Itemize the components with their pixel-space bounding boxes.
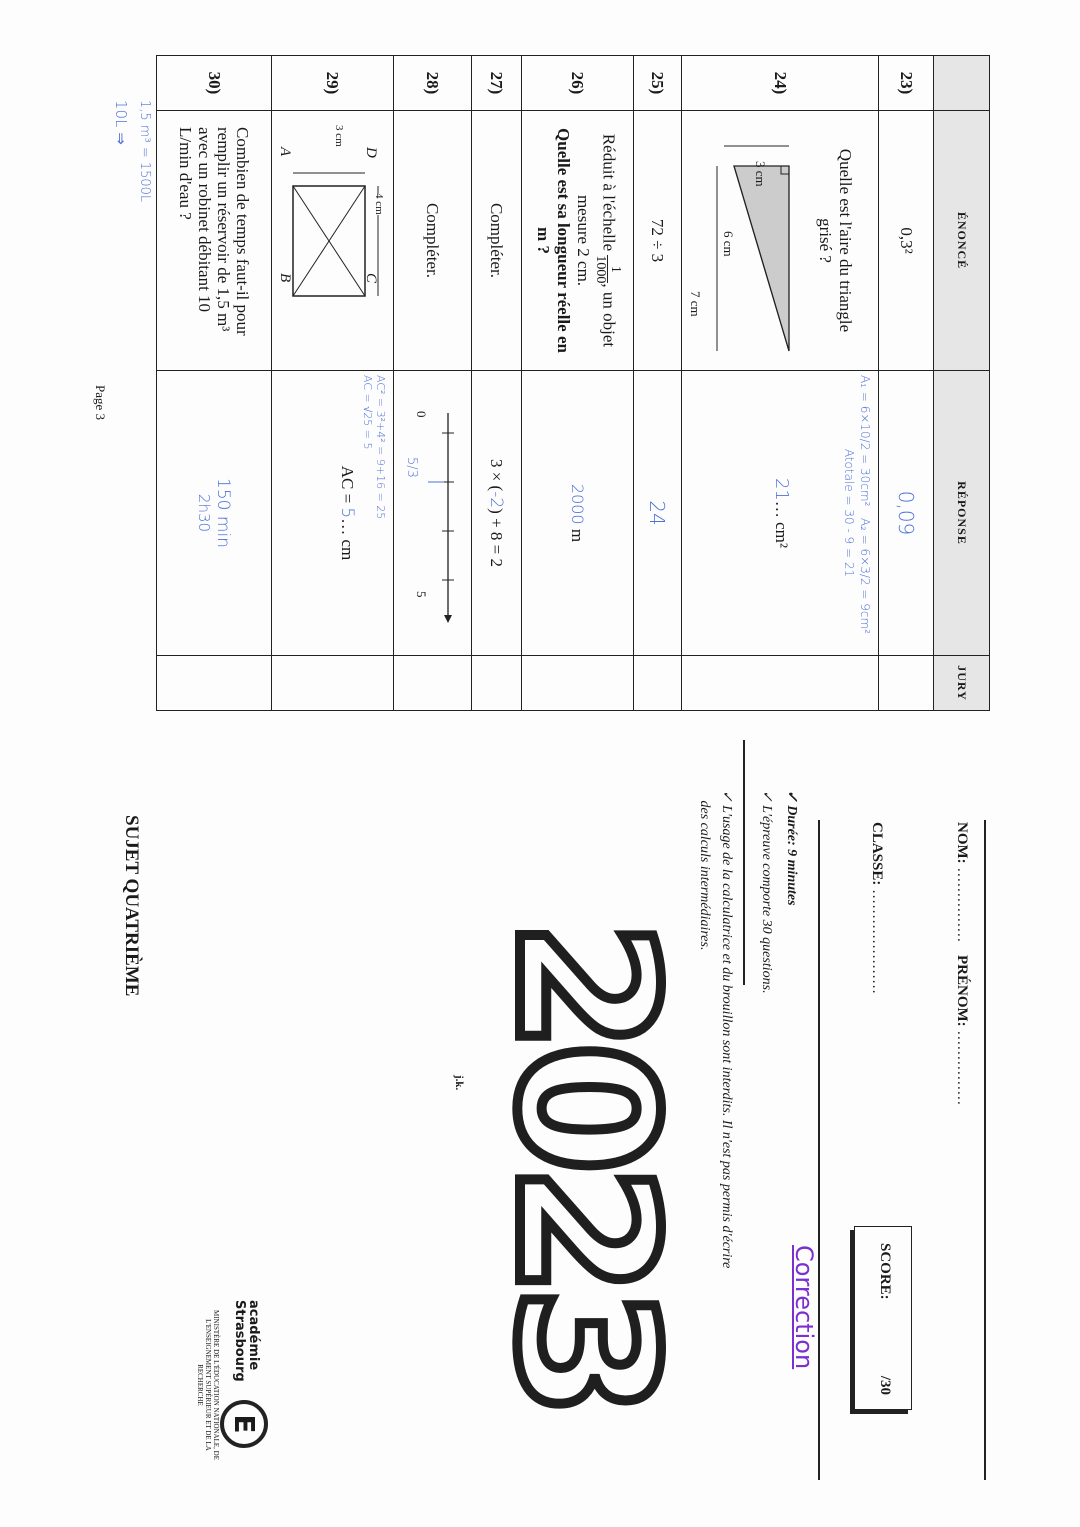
answer-handwritten[interactable]: 0,09 (894, 490, 918, 536)
table-row (272, 56, 394, 711)
jury-cell (394, 656, 472, 711)
vertex-b: B (277, 273, 293, 283)
diagram-label-top: 6 cm (721, 231, 736, 257)
diagram-label-right: 7 cm (688, 291, 703, 317)
answer-handwritten[interactable]: 24 (645, 500, 670, 526)
table-row (522, 56, 634, 711)
question-cell (522, 111, 634, 371)
question-number: 25) (634, 56, 682, 111)
vertex-c: C (363, 273, 379, 284)
question-text: Combien de temps faut-il pour remplir un réservoir de 1,5 m³ avec un robinet débitant 10 L/min d'eau ? (157, 111, 272, 371)
score-label: SCORE: (877, 1243, 893, 1300)
jury-cell (472, 656, 522, 711)
axis-label-start: 0 (414, 411, 429, 418)
answer-unit: m (568, 528, 588, 543)
jury-cell (879, 656, 934, 711)
answer-handwritten[interactable]: -2 (486, 491, 507, 509)
question-number: 26) (522, 56, 634, 111)
question-number: 30) (157, 56, 272, 111)
correction-mark: Correction (790, 1245, 818, 1370)
answer-handwritten-2: 2h30 (195, 493, 213, 533)
nom-field[interactable]: …………… (954, 867, 970, 943)
question-text: Compléter. (394, 111, 472, 371)
work-line: Atotale = 30 - 9 = 21 (842, 448, 856, 578)
answer-cell (394, 371, 472, 656)
answer-handwritten[interactable]: 5/3 (404, 457, 419, 478)
table-row (634, 56, 682, 711)
jury-cell (634, 656, 682, 711)
table-row: 27) Compléter. 3 × (-2) + 8 = 2 (472, 56, 522, 711)
question-text: Compléter. (472, 111, 522, 371)
question-text: , un objet mesure 2 cm. (574, 194, 619, 348)
answer-handwritten[interactable]: 2000 (568, 483, 588, 525)
subject-title: SUJET QUATRIÈME (121, 815, 142, 997)
question-number: 24) (682, 56, 879, 111)
nom-label: NOM: …………… (954, 822, 970, 943)
handwritten-note: 1,5 m³ = 1500L (137, 100, 152, 203)
answer-handwritten[interactable]: 150 min (213, 478, 233, 548)
work-line: AC = √25 = 5 (361, 375, 374, 450)
table-row (682, 56, 879, 711)
divider (744, 740, 746, 985)
academie-e-icon: E (220, 1400, 268, 1448)
rectangle-diagram (280, 141, 390, 341)
academie-logo: académie Strasbourg (232, 1300, 261, 1382)
question-text: 0,3² (879, 111, 934, 371)
table-row (157, 56, 272, 711)
question-number: 27) (472, 56, 522, 111)
question-text: Réduit à l'échelle (599, 133, 619, 252)
rule-questions: ✓ L'épreuve comporte 30 questions. (759, 790, 774, 994)
ministere-logo: MINISTÈRE DE L'ÉDUCATION NATIONALE, DE L'ENSEIGNEMENT SUPÉRIEUR ET DE LA RECHERCHE (196, 1310, 220, 1460)
score-total: /30 (877, 1375, 893, 1395)
diagram-label-side: 4 cm (373, 193, 385, 215)
jury-cell (682, 656, 879, 711)
axis-label-end: 5 (414, 591, 429, 598)
doodle-signature: j.k. (453, 1075, 465, 1091)
jury-cell (157, 656, 272, 711)
vertex-a: A (277, 147, 293, 157)
jury-cell (272, 656, 394, 711)
answer-handwritten[interactable]: 21 (771, 477, 792, 501)
table-row (879, 56, 934, 711)
question-bold: Quelle est sa longueur réelle en m ? (534, 128, 573, 353)
work-line: A₁ = 6×10/2 = 30cm² A₂ = 6×3/2 = 9cm² (858, 375, 872, 634)
scale-fraction: 1 1000 (593, 255, 623, 284)
diagram-label-left: 3 cm (753, 161, 768, 187)
number-line (400, 383, 470, 643)
question-cell (272, 111, 394, 371)
question-cell (682, 111, 879, 371)
questions-table (156, 55, 990, 711)
rule-duree: ✓ Durée: 9 minutes (784, 790, 799, 906)
header-reponse: RÉPONSE (934, 371, 990, 656)
jury-cell (522, 656, 634, 711)
classe-field[interactable]: ………………… (869, 889, 885, 995)
doodle-2023: 2023 (475, 920, 696, 1409)
answer-handwritten[interactable]: 5 (337, 507, 357, 519)
answer-unit: … cm² (772, 500, 791, 549)
rule-usage: ✓ L'usage de la calculatrice et du brouillon sont interdits. Il n'est pas permis d'écrire des calculs intermédiaires. (697, 790, 734, 1269)
header-num (934, 56, 990, 111)
divider (819, 820, 821, 1480)
handwritten-note: 10L ⇒ (112, 100, 130, 145)
classe-label: CLASSE: ………………… (869, 822, 885, 995)
score-box (854, 1226, 912, 1410)
work-line: AC² = 3²+4² = 9+16 = 25 (374, 375, 387, 520)
divider (985, 820, 987, 1480)
prenom-field[interactable]: …………… (954, 1030, 970, 1106)
page-number: Page 3 (93, 385, 108, 421)
prenom-label: PRÉNOM: …………… (954, 955, 970, 1106)
header-enonce: ÉNONCÉ (934, 111, 990, 371)
question-number: 23) (879, 56, 934, 111)
answer-cell (682, 371, 879, 656)
question-text: 72 ÷ 3 (634, 111, 682, 371)
diagram-label-top: 3 cm (333, 125, 345, 147)
vertex-d: D (363, 147, 379, 158)
table-row (394, 56, 472, 711)
question-number: 29) (272, 56, 394, 111)
question-number: 28) (394, 56, 472, 111)
answer-cell: AC² = 3²+4² = 9+16 = 25 AC = √25 = 5 AC = 5… cm (272, 371, 394, 656)
header-jury: JURY (934, 656, 990, 711)
question-text: Quelle est l'aire du triangle grisé ? (816, 148, 856, 333)
